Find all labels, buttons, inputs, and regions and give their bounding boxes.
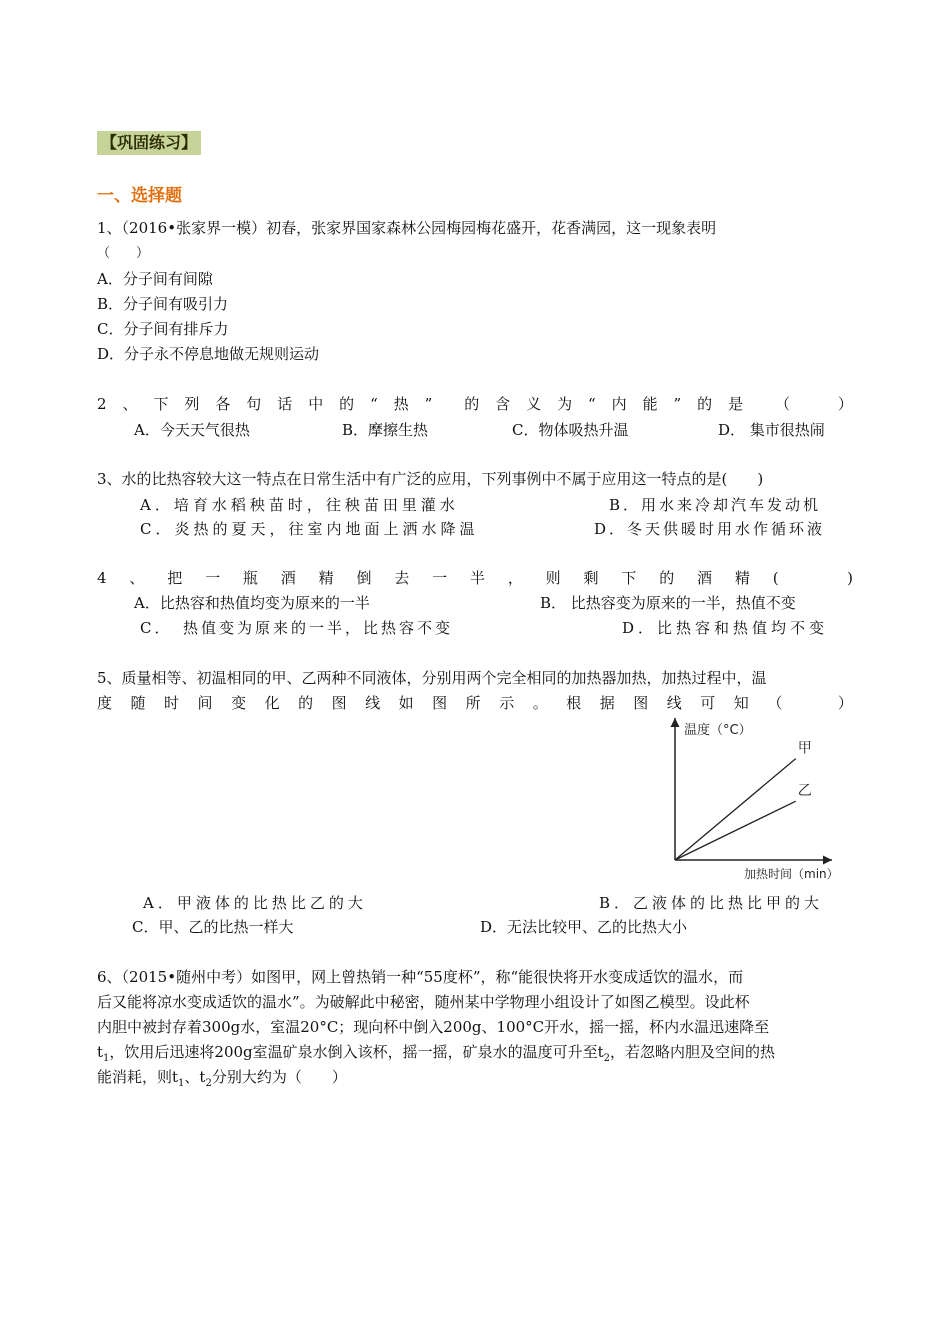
q5-stem-char: 线 [666, 694, 682, 712]
q5-stem-char: 随 [130, 694, 146, 712]
q5-option-d: D．无法比较甲、乙的比热大小 [480, 918, 688, 936]
q2-stem-char: ” [424, 395, 433, 413]
q2-stem-char: “ [588, 395, 596, 413]
q2-stem-char: 话 [277, 395, 293, 413]
q4-stem-char: 一 [205, 569, 221, 587]
q1-option-d: D．分子永不停息地做无规则运动 [97, 345, 320, 363]
x-axis-label: 加热时间（min） [744, 867, 839, 881]
q2-stem-char: 句 [246, 395, 262, 413]
q6-line-2: 后又能将凉水变成适饮的温水”。为破解此中秘密，随州某中学物理小组设计了如图乙模型。设此杯 [97, 993, 750, 1011]
q5-stem-char: 线 [365, 694, 381, 712]
q2-stem-char: ） [837, 395, 853, 413]
q4-option-b: B． 比热容变为原来的一半，热值不变 [540, 594, 796, 612]
q4-stem-char: 精 [734, 569, 750, 587]
q5-stem-char: 。 [532, 694, 548, 712]
q6-line-3: 内胆中被封存着300g水，室温20°C；现向杯中倒入200g、100°C开水，摇一摇，杯内水温迅速降至 [97, 1018, 770, 1036]
q4-stem-char: 半 [469, 569, 485, 587]
q3-stem: 3、水的比热容较大这一特点在日常生活中有广泛的应用，下列事例中不属于应用这一特点的是( ) [97, 470, 764, 488]
series-label-yi: 乙 [797, 783, 812, 800]
q1-paren: （ ） [97, 246, 150, 261]
q4-stem-char: 下 [621, 569, 637, 587]
q2-stem-char: 、 [122, 395, 138, 413]
q6-line4-part: ，饮用后迅速将200g室温矿泉水倒入该杯，摇一摇，矿泉水的温度可升至t [109, 1043, 604, 1061]
q5-stem-char: （ [767, 694, 783, 712]
temperature-time-chart [662, 712, 852, 884]
q1-option-a: A．分子间有间隙 [97, 270, 213, 288]
q5-stem-char: 如 [398, 694, 414, 712]
q5-stem-char: 图 [432, 694, 448, 712]
q4-stem-char: 4 [97, 569, 107, 587]
section-heading: 一、选择题 [97, 186, 182, 206]
q2-option-c: C．物体吸热升温 [512, 421, 629, 439]
q5-stem-char: 的 [298, 694, 314, 712]
q5-option-c: C．甲、乙的比热一样大 [132, 918, 294, 936]
q2-stem-char: 是 [728, 395, 744, 413]
q4-stem-char: 酒 [280, 569, 296, 587]
section-label: 【巩固练习】 [97, 131, 201, 155]
q2-stem-char: 热 [393, 395, 409, 413]
series-label-jia: 甲 [797, 740, 812, 757]
q5-stem-char: 时 [164, 694, 180, 712]
q2-option-b: B．摩擦生热 [342, 421, 429, 439]
q2-stem-char: （ [775, 395, 791, 413]
q2-stem-char: ” [673, 395, 682, 413]
q2-stem-char: 含 [495, 395, 511, 413]
q4-stem [97, 566, 853, 591]
q4-stem-char: 剩 [583, 569, 599, 587]
q5-stem-char: 可 [700, 694, 716, 712]
q5-option-a: A．甲液体的比热比乙的大 [143, 894, 367, 912]
q5-stem-char: 所 [465, 694, 481, 712]
q6-line4-sub: 1 [103, 1053, 110, 1064]
q2-stem-char: 的 [697, 395, 713, 413]
q1-option-b: B．分子间有吸引力 [97, 295, 229, 313]
q5-stem-char: 图 [331, 694, 347, 712]
q4-stem-char: 的 [659, 569, 675, 587]
q2-stem-char: 各 [215, 395, 231, 413]
q5-stem-char: 变 [231, 694, 247, 712]
q3-option-d: D．冬天供暖时用水作循环液 [594, 520, 826, 538]
q2-stem-char: 列 [184, 395, 200, 413]
q4-stem-char: ) [847, 569, 853, 587]
q5-option-b: B．乙液体的比热比甲的大 [599, 894, 824, 912]
q4-stem-char: 把 [167, 569, 183, 587]
q4-stem-char: 、 [129, 569, 145, 587]
q6-line4-part: ，若忽略内胆及空间的热 [610, 1043, 776, 1061]
q4-stem-char: 一 [432, 569, 448, 587]
q4-option-d: D．比热容和热值均不变 [622, 619, 829, 637]
q6-line5-sub: 1 [178, 1078, 185, 1089]
q2-stem-char: 的 [464, 395, 480, 413]
q5-stem-char: 图 [633, 694, 649, 712]
q5-stem-char: 知 [733, 694, 749, 712]
q6-line5-sub: 2 [205, 1078, 212, 1089]
q4-stem-char: ( [772, 569, 779, 587]
q5-stem-char: 据 [599, 694, 615, 712]
q6-line4-sub: 2 [603, 1053, 611, 1064]
q6-line4-part: t [97, 1043, 104, 1061]
q5-stem-char: 间 [197, 694, 213, 712]
q6-line5-part: 分别大约为（ ） [211, 1068, 347, 1086]
q4-stem-char: 去 [394, 569, 410, 587]
q5-stem-char: ） [837, 694, 853, 712]
q2-stem-char: 的 [339, 395, 355, 413]
q2-stem-char: 中 [308, 395, 324, 413]
q6-line-5 [97, 1065, 347, 1096]
q5-stem-line1: 5、质量相等、初温相同的甲、乙两种不同液体，分别用两个完全相同的加热器加热，加热过程中，温 [97, 669, 767, 687]
q6-line5-part: 能消耗，则t [97, 1068, 179, 1086]
q6-line-1: 6、（2015•随州中考）如图甲，网上曾热销一种“55度杯”，称“能很快将开水变成适饮的温水，而 [97, 968, 744, 986]
q5-stem-char: 化 [264, 694, 280, 712]
q4-stem-char: 精 [318, 569, 334, 587]
q2-option-a: A．今天天气很热 [134, 421, 250, 439]
q4-stem-char: 瓶 [242, 569, 258, 587]
q5-stem-char: 根 [566, 694, 582, 712]
q2-stem-char: 下 [153, 395, 169, 413]
q2-option-d: D． 集市很热闹 [718, 421, 825, 439]
y-axis-label: 温度（°C） [684, 723, 752, 738]
q4-stem-char: 倒 [356, 569, 372, 587]
q2-stem-char: 能 [642, 395, 658, 413]
q2-stem-char: 为 [557, 395, 573, 413]
q4-stem-char: 酒 [697, 569, 713, 587]
q2-stem-char: 内 [611, 395, 627, 413]
q3-option-c: C．炎热的夏天，往室内地面上洒水降温 [140, 520, 479, 538]
q4-option-c: C． 热值变为原来的一半，比热容不变 [140, 619, 453, 637]
q4-stem-char: ， [507, 569, 523, 587]
q6-line5-part: 、t [184, 1068, 206, 1086]
q5-stem-char: 度 [97, 694, 113, 712]
q1-option-c: C．分子间有排斥力 [97, 320, 229, 338]
q4-stem-char: 则 [545, 569, 561, 587]
q3-option-b: B．用水来冷却汽车发动机 [609, 496, 822, 514]
q5-stem-char: 示 [499, 694, 515, 712]
q2-stem-char: 义 [526, 395, 542, 413]
q1-stem: 1、（2016•张家界一模）初春，张家界国家森林公园梅园梅花盛开，花香满园，这一现象表明 [97, 219, 717, 237]
q3-option-a: A．培育水稻秧苗时，往秧苗田里灌水 [140, 496, 459, 514]
q4-option-a: A．比热容和热值均变为原来的一半 [134, 594, 370, 612]
q2-stem [97, 392, 853, 417]
q2-stem-char: 2 [97, 395, 107, 413]
q2-stem-char: “ [370, 395, 378, 413]
